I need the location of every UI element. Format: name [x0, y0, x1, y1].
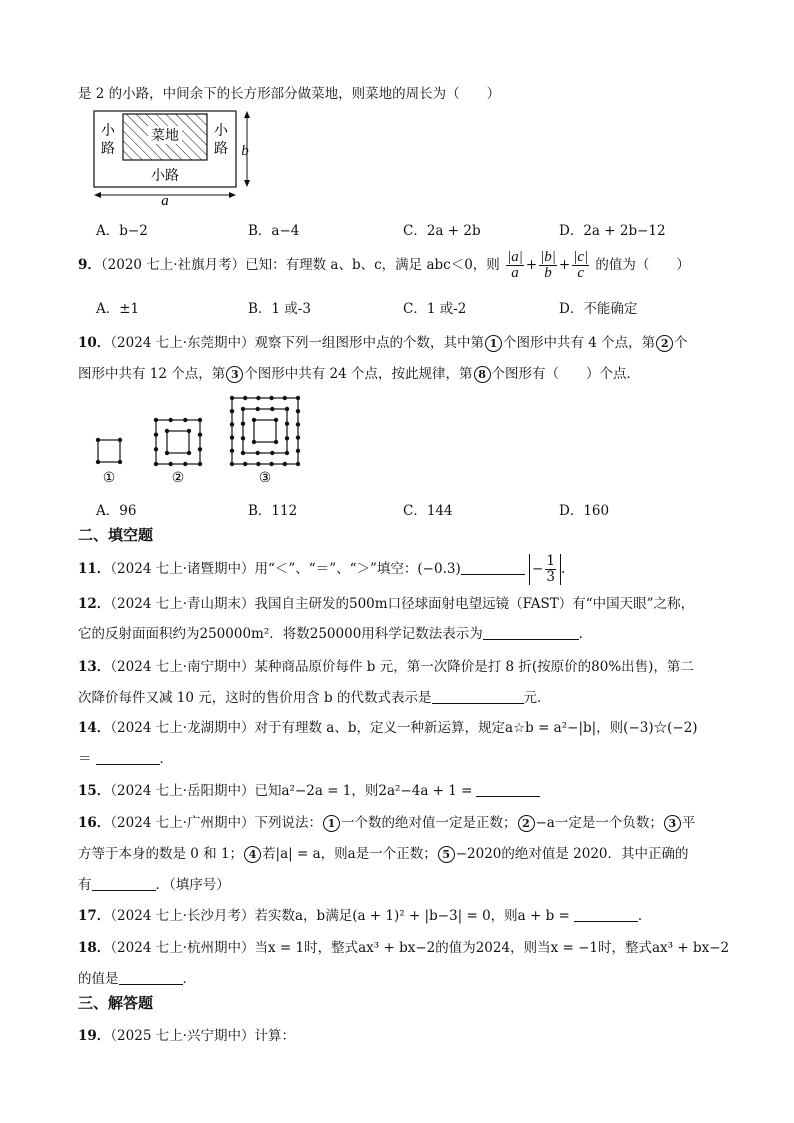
q12-text-1: 我国自主研发的500m口径球面射电望远镜（FAST）有“中国天眼”之称， [254, 596, 695, 612]
garden-label: 菜地 [151, 128, 179, 144]
q10-text-2b: 个图形中共有 24 个点，按此规律，第 [244, 366, 473, 382]
q9-option-b: B．1 或-3 [248, 301, 311, 317]
q9-source: （2020 七上·社旗月考） [100, 257, 246, 273]
q12-line1 [78, 592, 694, 612]
q14-equals: ＝ [78, 751, 92, 767]
q9-frac-b: $\frac{|b|}{b}$ [540, 249, 556, 281]
q14-line2 [78, 747, 173, 767]
q12-number: 12． [78, 596, 111, 612]
circled-1: 1 [323, 815, 340, 832]
q19-source: （2025 七上·兴宁期中） [110, 1028, 255, 1044]
q14-number: 14． [78, 720, 111, 736]
q11-minus: − [532, 561, 544, 577]
q16-text-3a: 有 [78, 877, 92, 893]
q19 [78, 1024, 295, 1044]
q10-number: 10． [78, 335, 111, 351]
q10-line1 [78, 331, 688, 352]
q16-line2 [78, 842, 689, 863]
q15-number: 15． [78, 783, 111, 799]
q8-option-c: C．2a + 2b [403, 223, 481, 239]
q11-answer-blank[interactable] [461, 560, 525, 575]
q13-line1 [78, 655, 694, 675]
q16-answer-blank[interactable] [92, 876, 156, 891]
q15-source: （2024 七上·岳阳期中） [110, 783, 255, 799]
q13-number: 13． [78, 659, 111, 675]
q16-text-1c: −a一定是一个负数； [535, 815, 663, 831]
circled-5: 5 [438, 846, 455, 863]
q12-end: ． [578, 626, 593, 642]
q15-answer-blank[interactable] [476, 782, 540, 797]
road-left-1: 小 [101, 123, 115, 139]
circled-4: 4 [244, 846, 261, 863]
fig-label-1: ① [102, 470, 116, 486]
q14-answer-blank[interactable] [96, 750, 160, 765]
q9-stem [78, 250, 690, 281]
q10-option-a: A．96 [96, 503, 137, 519]
q18-line2 [78, 967, 196, 987]
q9-frac-a: $\frac{|a|}{a}$ [507, 249, 523, 281]
road-right-2: 路 [214, 141, 228, 157]
q18-answer-blank[interactable] [119, 970, 183, 985]
circled-2: 2 [518, 815, 535, 832]
q9-option-d: D．不能确定 [559, 301, 638, 317]
label-b: b [241, 143, 249, 159]
q12-answer-blank[interactable] [483, 625, 579, 640]
q11-number: 11． [78, 561, 111, 577]
q17-end: ． [637, 908, 652, 924]
q18-text-1: 当x = 1时，整式ax³ + bx−2的值为2024，则当x = −1时，整式ax³ + bx−2 [254, 940, 730, 956]
q12-source: （2024 七上·青山期末） [110, 596, 255, 612]
q9-text-after: 的值为（ ） [595, 257, 690, 273]
fig-label-3: ③ [258, 470, 272, 486]
q17-number: 17． [78, 908, 111, 924]
q8-option-b: B．a−4 [248, 223, 300, 239]
q13-text-1: 某种商品原价每件 b 元，第一次降价是打 8 折(按原价的80%出售)，第二 [254, 659, 694, 675]
dot-figure-2 [154, 418, 202, 466]
q15-text: 已知a²−2a = 1，则2a²−4a + 1 = [254, 783, 473, 799]
q10-option-c: C．144 [403, 503, 453, 519]
q9-option-a: A．±1 [96, 301, 140, 317]
q10-source: （2024 七上·东莞期中） [110, 335, 255, 351]
q9-frac-c: $\frac{|c|}{c}$ [573, 249, 589, 281]
q8-option-d: D．2a + 2b−12 [559, 223, 666, 239]
fig-label-2: ② [171, 470, 185, 486]
q16-text-2c: −2020的绝对值是 2020．其中正确的 [455, 846, 689, 862]
q18-number: 18． [78, 940, 111, 956]
q16-line1 [78, 811, 695, 832]
q13-line2 [78, 686, 551, 706]
q18-source: （2024 七上·杭州期中） [110, 940, 255, 956]
circled-2: 2 [656, 335, 673, 352]
dot-figure-1 [96, 438, 122, 464]
dot-figure-3 [230, 396, 300, 466]
q9-text: 已知：有理数 a、b、c，满足 abc＜0，则 [245, 257, 500, 273]
q14-text-1: 对于有理数 a、b，定义一种新运算，规定a☆b = a²−|b|，则(−3)☆(−2) [254, 720, 698, 736]
q8-option-a: A．b−2 [96, 223, 148, 239]
section-solve: 三、解答题 [78, 994, 154, 1012]
q17 [78, 904, 651, 924]
q14-line1 [78, 716, 698, 736]
q15 [78, 779, 540, 799]
q11-source: （2024 七上·诸暨期中） [110, 561, 255, 577]
q9-number: 9． [78, 257, 101, 273]
q12-line2 [78, 622, 592, 642]
q17-text: 若实数a，b满足(a + 1)² + |b−3| = 0，则a + b = [254, 908, 570, 924]
q18-end: ． [182, 971, 196, 987]
road-bottom: 小路 [151, 168, 179, 184]
road-left-2: 路 [101, 141, 115, 157]
q16-text-3b: ．（填序号） [155, 877, 230, 893]
q16-text-1a: 下列说法： [254, 815, 322, 831]
q16-text-2a: 方等于本身的数是 0 和 1； [78, 846, 244, 862]
q11-text: 用“＜”、“＝”、“＞”填空：(−0.3) [254, 561, 461, 577]
q13-text-2: 次降价每件又减 10 元，这时的售价用含 b 的代数式表示是 [78, 690, 432, 706]
q17-answer-blank[interactable] [574, 907, 638, 922]
q16-line3 [78, 873, 230, 893]
q16-text-1b: 一个数的绝对值一定是正数； [341, 815, 517, 831]
q10-option-b: B．112 [248, 503, 298, 519]
q10-text-2c: 个图形有（ ）个点． [491, 366, 641, 382]
circled-3: 3 [664, 815, 681, 832]
q18-line1 [78, 936, 729, 956]
q10-text-1a: 观察下列一组图形中点的个数，其中第 [254, 335, 484, 351]
q13-answer-blank[interactable] [432, 689, 524, 704]
q12-text-2: 它的反射面面积约为250000m²．将数250000用科学记数法表示为 [78, 626, 483, 642]
q10-text-2a: 图形中共有 12 个点，第 [78, 366, 226, 382]
q14-source: （2024 七上·龙湖期中） [110, 720, 255, 736]
q14-end: ． [159, 751, 173, 767]
circled-3: 3 [226, 366, 243, 383]
circled-8: 8 [474, 366, 491, 383]
q16-number: 16． [78, 815, 111, 831]
q16-text-1d: 平 [681, 815, 696, 831]
q10-text-1b: 个图形中共有 4 个点，第 [503, 335, 656, 351]
q11-frac: $\frac{1}{3}$ [546, 553, 555, 585]
q8-figure [88, 106, 268, 208]
q10-line2 [78, 362, 640, 383]
q16-text-2b: 若|a| = a，则a是一个正数； [262, 846, 437, 862]
q10-figures [88, 392, 308, 488]
q9-option-c: C．1 或-2 [403, 301, 467, 317]
q11 [78, 554, 565, 585]
q19-text: 计算： [254, 1028, 295, 1044]
q10-text-1c: 个 [674, 335, 688, 351]
q11-end: . [560, 561, 566, 577]
section-fill-in: 二、填空题 [78, 526, 154, 544]
circled-1: 1 [485, 335, 502, 352]
q9-plus-1: + [525, 257, 538, 273]
road-right-1: 小 [214, 123, 228, 139]
label-a: a [161, 193, 169, 208]
q9-plus-2: + [558, 257, 571, 273]
q16-source: （2024 七上·广州期中） [110, 815, 255, 831]
q13-source: （2024 七上·南宁期中） [110, 659, 255, 675]
q11-abs-expr [529, 554, 561, 585]
q17-source: （2024 七上·长沙月考） [110, 908, 255, 924]
q13-end: 元． [523, 690, 551, 706]
q18-text-2: 的值是 [78, 971, 119, 987]
q8-intro: 是 2 的小路，中间余下的长方形部分做菜地，则菜地的周长为（ ） [78, 86, 501, 102]
q19-number: 19． [78, 1028, 111, 1044]
q10-option-d: D．160 [559, 503, 610, 519]
